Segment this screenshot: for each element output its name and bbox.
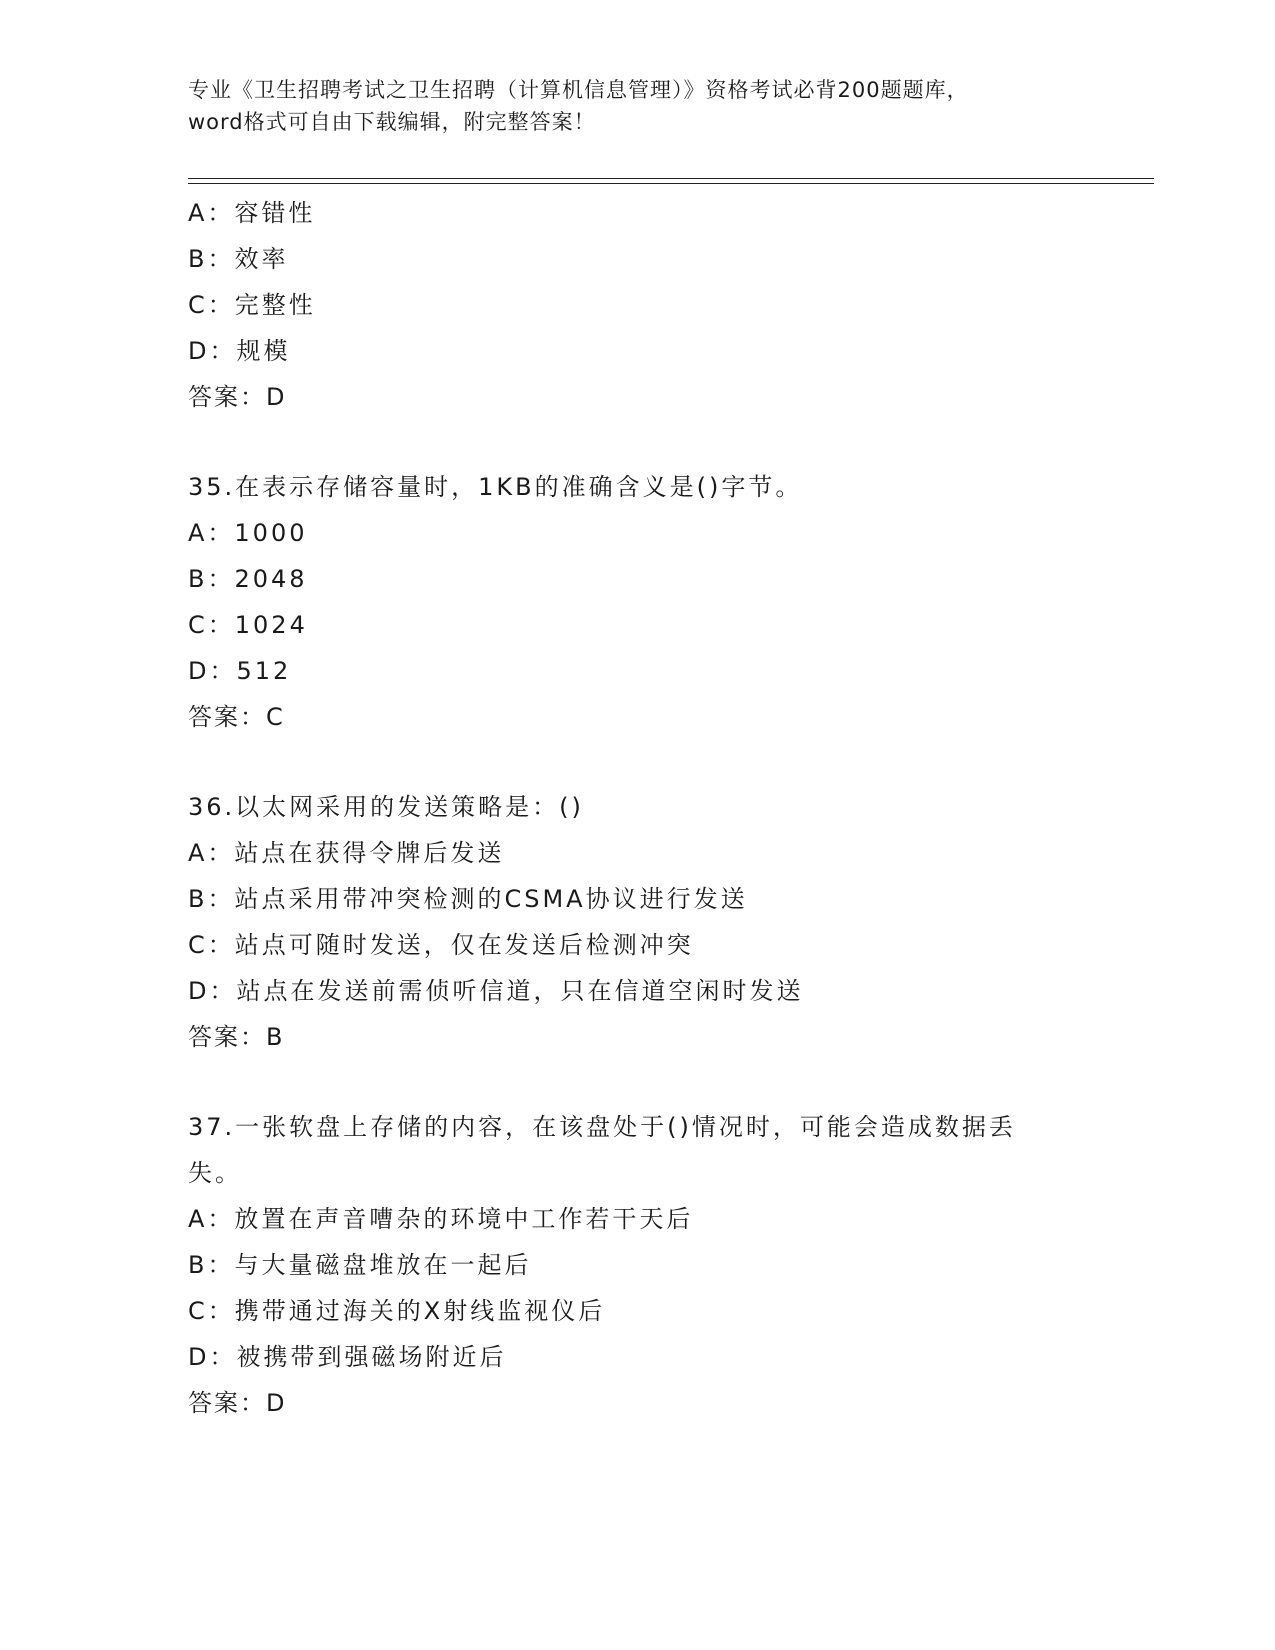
header-divider [188,178,1154,184]
answer: 答案：C [188,703,285,731]
answer: 答案：D [188,1389,287,1417]
option-b: B：2048 [188,565,308,593]
answer: 答案：D [188,383,287,411]
question-text-line-1: 37.一张软盘上存储的内容，在该盘处于()情况时，可能会造成数据丢 [188,1113,1016,1141]
answer: 答案：B [188,1023,285,1051]
option-d: D：站点在发送前需侦听信道，只在信道空闲时发送 [188,977,804,1005]
option-c: C：携带通过海关的X射线监视仪后 [188,1297,606,1325]
question-text: 35.在表示存储容量时，1KB的准确含义是()字节。 [188,473,803,501]
option-b: B：效率 [188,245,289,273]
header-line-2: word格式可自由下载编辑，附完整答案！ [188,110,596,134]
question-36 [188,784,1088,1060]
question-35 [188,464,1088,740]
question-text-line-2: 失。 [188,1159,242,1187]
option-d: D：512 [188,657,292,685]
option-c: C：站点可随时发送，仅在发送后检测冲突 [188,931,694,959]
option-b: B：站点采用带冲突检测的CSMA协议进行发送 [188,885,748,913]
option-d: D：被携带到强磁场附近后 [188,1343,507,1371]
option-c: C：完整性 [188,291,316,319]
question-list [188,190,1088,1426]
option-a: A：1000 [188,519,308,547]
option-c: C：1024 [188,611,308,639]
option-a: A：放置在声音嘈杂的环境中工作若干天后 [188,1205,694,1233]
option-a: A：站点在获得令牌后发送 [188,839,505,867]
question-34 [188,190,1088,420]
question-text: 36.以太网采用的发送策略是：() [188,793,584,821]
option-b: B：与大量磁盘堆放在一起后 [188,1251,532,1279]
header-line-1: 专业《卫生招聘考试之卫生招聘（计算机信息管理）》资格考试必背200题题库， [188,78,969,102]
option-a: A：容错性 [188,199,316,227]
document-header [188,74,1088,138]
option-d: D：规模 [188,337,291,365]
question-37 [188,1104,1088,1426]
